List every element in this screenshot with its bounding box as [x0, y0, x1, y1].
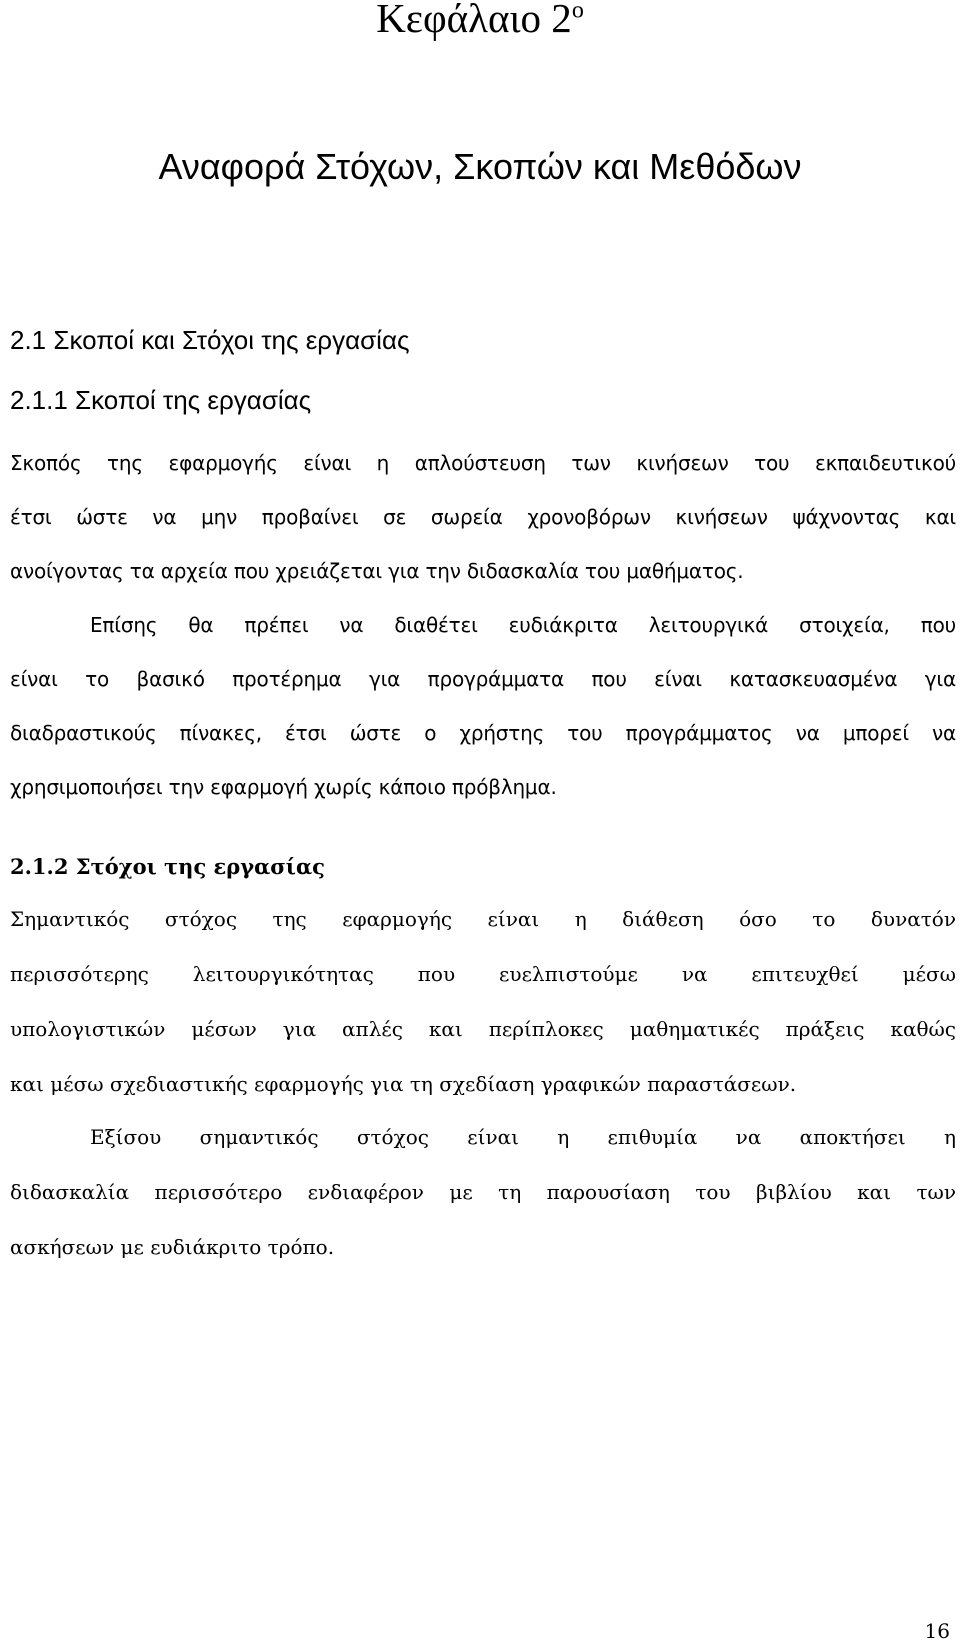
paragraph-goals-1	[10, 892, 956, 1112]
paragraph-line: και μέσω σχεδιαστικής εφαρμογής για τη σχεδίαση γραφικών παραστάσεων.	[10, 1072, 797, 1096]
paragraph-line: διαδραστικούς πίνακες, έτσι ώστε ο χρήστης του προγράμματος να μπορεί να	[10, 721, 956, 745]
paragraph-purposes-2	[10, 598, 956, 814]
paragraph-line: υπολογιστικών μέσων για απλές και περίπλοκες μαθηματικές πράξεις καθώς	[10, 1017, 956, 1041]
chapter-title	[0, 0, 960, 42]
subsection-heading-goals: 2.1.2 Στόχοι της εργασίας	[10, 854, 325, 879]
chapter-title-text: Κεφάλαιο 2	[376, 0, 572, 41]
chapter-subtitle: Αναφορά Στόχων, Σκοπών και Μεθόδων	[158, 146, 802, 187]
paragraph-goals-2	[10, 1110, 956, 1275]
subsection-heading-purposes: 2.1.1 Σκοποί της εργασίας	[10, 385, 312, 415]
page-number: 16	[924, 1619, 950, 1643]
paragraph-line: είναι το βασικό προτέρημα για προγράμματα που είναι κατασκευασμένα για	[10, 667, 956, 691]
paragraph-line: ασκήσεων με ευδιάκριτο τρόπο.	[10, 1235, 335, 1259]
paragraph-line: Εξίσου σημαντικός στόχος είναι η επιθυμία να αποκτήσει η	[90, 1125, 956, 1149]
chapter-title-superscript: ο	[571, 0, 584, 24]
paragraph-line: ανοίγοντας τα αρχεία που χρειάζεται για την διδασκαλία του μαθήματος.	[10, 559, 744, 583]
paragraph-purposes-1	[10, 436, 956, 598]
paragraph-line: χρησιμοποιήσει την εφαρμογή χωρίς κάποιο πρόβλημα.	[10, 775, 557, 799]
paragraph-line: περισσότερης λειτουργικότητας που ευελπιστούμε να επιτευχθεί μέσω	[10, 962, 956, 986]
paragraph-line: Σκοπός της εφαρμογής είναι η απλούστευση των κινήσεων του εκπαιδευτικού	[10, 451, 956, 475]
paragraph-line: διδασκαλία περισσότερο ενδιαφέρον με τη παρουσίαση του βιβλίου και των	[10, 1180, 956, 1204]
paragraph-line: Επίσης θα πρέπει να διαθέτει ευδιάκριτα λειτουργικά στοιχεία, που	[90, 613, 956, 637]
section-heading: 2.1 Σκοποί και Στόχοι της εργασίας	[10, 325, 410, 355]
paragraph-line: Σημαντικός στόχος της εφαρμογής είναι η διάθεση όσο το δυνατόν	[10, 907, 956, 931]
paragraph-line: έτσι ώστε να μην προβαίνει σε σωρεία χρονοβόρων κινήσεων ψάχνοντας και	[10, 505, 956, 529]
